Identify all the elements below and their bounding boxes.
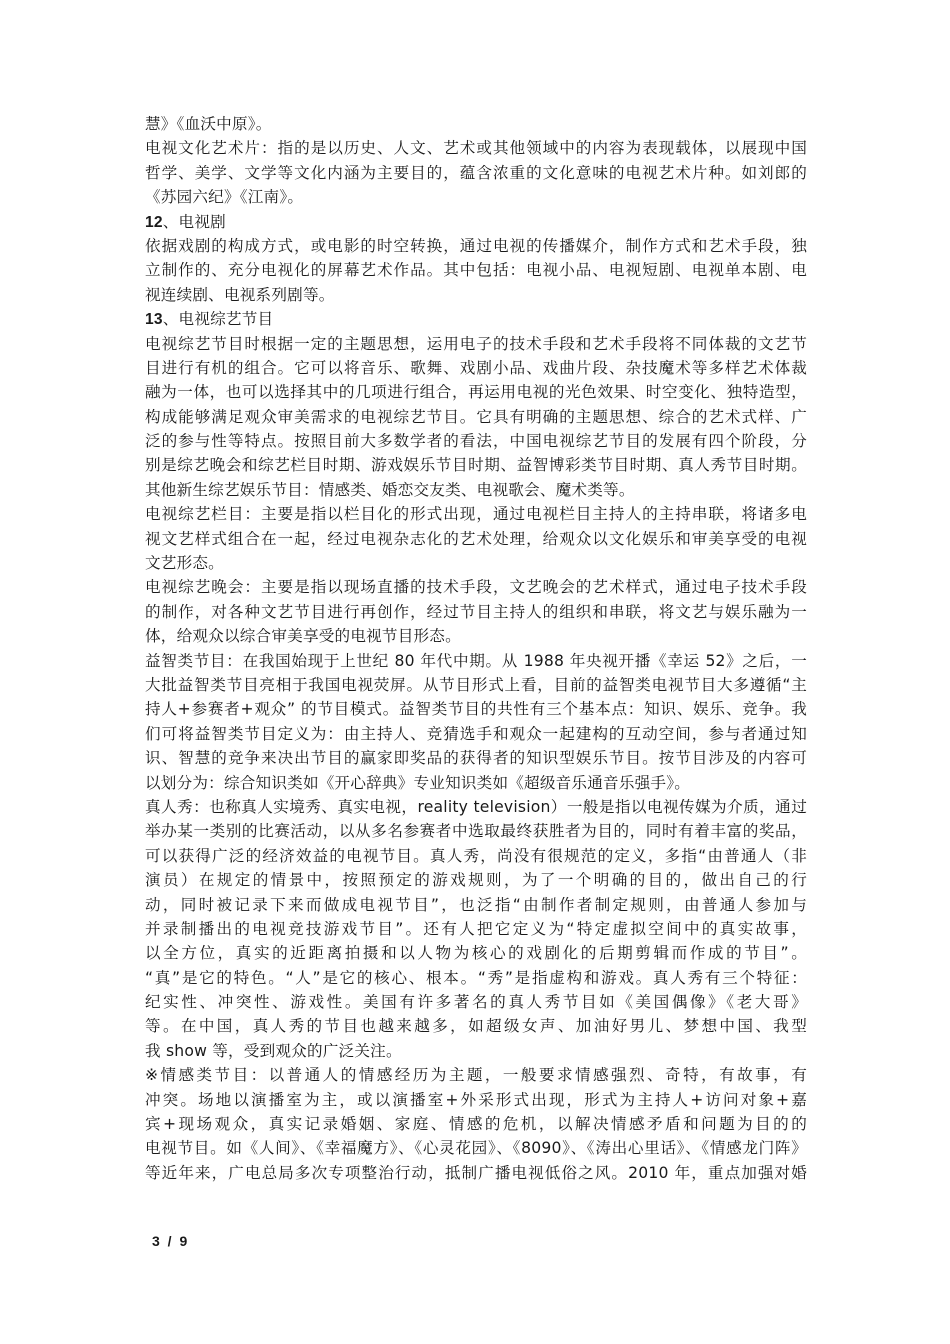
text-line: 别是综艺晚会和综艺栏目时期、游戏娱乐节目时期、益智博彩类节目时期、真人秀节目时期。 [145,456,807,475]
section-heading-13: 13、电视综艺节目 [145,310,274,329]
text-line: 益智类节目：在我国始现于上世纪 80 年代中期。从 1988 年央视开播《幸运 52》之后，一 [145,651,807,670]
text-line: 目进行有机的组合。它可以将音乐、歌舞、戏剧小品、戏曲片段、杂技魔术等多样艺术体裁 [145,358,807,377]
text-line: 演员）在规定的情景中，按照预定的游戏规则，为了一个明确的目的，做出自己的行 [145,871,807,890]
text-line: 电视节目。如《人间》、《幸福魔方》、《心灵花园》、《8090》、《涛出心里话》、《情感龙门阵》 [145,1139,807,1158]
text-line: 泛的参与性等特点。按照目前大多数学者的看法，中国电视综艺节目的发展有四个阶段，分 [145,432,807,451]
text-line: 以全方位，真实的近距离拍摄和以人物为核心的戏剧化的后期剪辑而作成的节目”。 [145,944,807,963]
text-line: 持人+参赛者+观众” 的节目模式。益智类节目的共性有三个基本点：知识、娱乐、竞争。我 [145,700,807,719]
text-line: 我 show 等，受到观众的广泛关注。 [145,1041,402,1060]
section-heading-12: 12、电视剧 [145,212,226,231]
text-line: 的制作，对各种文艺节目进行再创作，经过节目主持人的组织和串联，将文艺与娱乐融为一 [145,602,807,621]
text-line: 视文艺样式组合在一起，经过电视杂志化的艺术处理，给观众以文化娱乐和审美享受的电视 [145,529,807,548]
text-line: 等近年来，广电总局多次专项整治行动，抵制广播电视低俗之风。2010 年，重点加强对婚 [145,1163,807,1182]
text-line: 电视文化艺术片：指的是以历史、人文、艺术或其他领域中的内容为表现载体，以展现中国 [145,139,807,158]
text-line: 哲学、美学、文学等文化内涵为主要目的，蕴含浓重的文化意味的电视艺术片种。如刘郎的 [145,163,807,182]
text-line: “真”是它的特色。“人”是它的核心、根本。“秀”是指虚构和游戏。真人秀有三个特征： [145,968,807,987]
text-line: 其他新生综艺娱乐节目：情感类、婚恋交友类、电视歌会、魔术类等。 [145,480,635,499]
text-line: 识、智慧的竞争来决出节目的赢家即奖品的获得者的知识型娱乐节目。按节目涉及的内容可 [145,749,807,768]
text-line: 们可将益智类节目定义为：由主持人、竞猜选手和观众一起建构的互动空间，参与者通过知 [145,724,807,743]
text-line: 大批益智类节目亮相于我国电视荧屏。从节目形式上看，目前的益智类电视节目大多遵循“主 [145,675,807,694]
text-line: 举办某一类别的比赛活动，以从多名参赛者中选取最终获胜者为目的，同时有着丰富的奖品， [145,822,807,841]
text-line: 慧》《血沃中原》。 [145,115,272,133]
text-line: 宾+现场观众，真实记录婚姻、家庭、情感的危机，以解决情感矛盾和问题为目的的 [145,1115,807,1134]
text-line: 视连续剧、电视系列剧等。 [145,285,335,304]
text-line: 可以获得广泛的经济效益的电视节目。真人秀，尚没有很规范的定义，多指“由普通人（非 [145,846,807,865]
text-line: 体，给观众以综合审美享受的电视节目形态。 [145,627,461,646]
text-line: 融为一体，也可以选择其中的几项进行组合，再运用电视的光色效果、时空变化、独特造型， [145,383,807,402]
text-line: 电视综艺晚会：主要是指以现场直播的技术手段，文艺晚会的艺术样式，通过电子技术手段 [145,578,807,597]
text-line: 纪实性、冲突性、游戏性。美国有许多著名的真人秀节目如《美国偶像》《老大哥》 [145,993,807,1012]
page-number: 3 / 9 [152,1233,190,1249]
text-line: 电视综艺栏目：主要是指以栏目化的形式出现，通过电视栏目主持人的主持串联，将诸多电 [145,505,807,524]
text-line: 电视综艺节目时根据一定的主题思想，运用电子的技术手段和艺术手段将不同体裁的文艺节 [145,334,807,353]
text-line: 《苏园六纪》《江南》。 [145,188,304,207]
text-line: 冲突。场地以演播室为主，或以演播室+外采形式出现，形式为主持人+访问对象+嘉 [145,1090,807,1109]
text-line: 并录制播出的电视竞技游戏节目”。还有人把它定义为“特定虚拟空间中的真实故事， [145,919,807,938]
document-body [145,112,807,1185]
text-line: 构成能够满足观众审美需求的电视综艺节目。它具有明确的主题思想、综合的艺术式样、广 [145,407,807,426]
text-line: 依据戏剧的构成方式，或电影的时空转换，通过电视的传播媒介，制作方式和艺术手段，独 [145,236,807,255]
text-line: 真人秀：也称真人实境秀、真实电视，reality television）一般是指以电视传媒为介质，通过 [145,797,807,816]
text-line: ※情感类节目：以普通人的情感经历为主题，一般要求情感强烈、奇特，有故事，有 [145,1066,807,1085]
text-line: 立制作的、充分电视化的屏幕艺术作品。其中包括：电视小品、电视短剧、电视单本剧、电 [145,261,807,280]
text-line: 文艺形态。 [145,554,224,573]
text-line: 等。在中国，真人秀的节目也越来越多，如超级女声、加油好男儿、梦想中国、我型 [145,1017,807,1036]
text-line: 动，同时被记录下来而做成电视节目”，也泛指“由制作者制定规则，由普通人参加与 [145,895,807,914]
text-line: 以划分为：综合知识类如《开心辞典》专业知识类如《超级音乐通音乐强手》。 [145,773,690,792]
